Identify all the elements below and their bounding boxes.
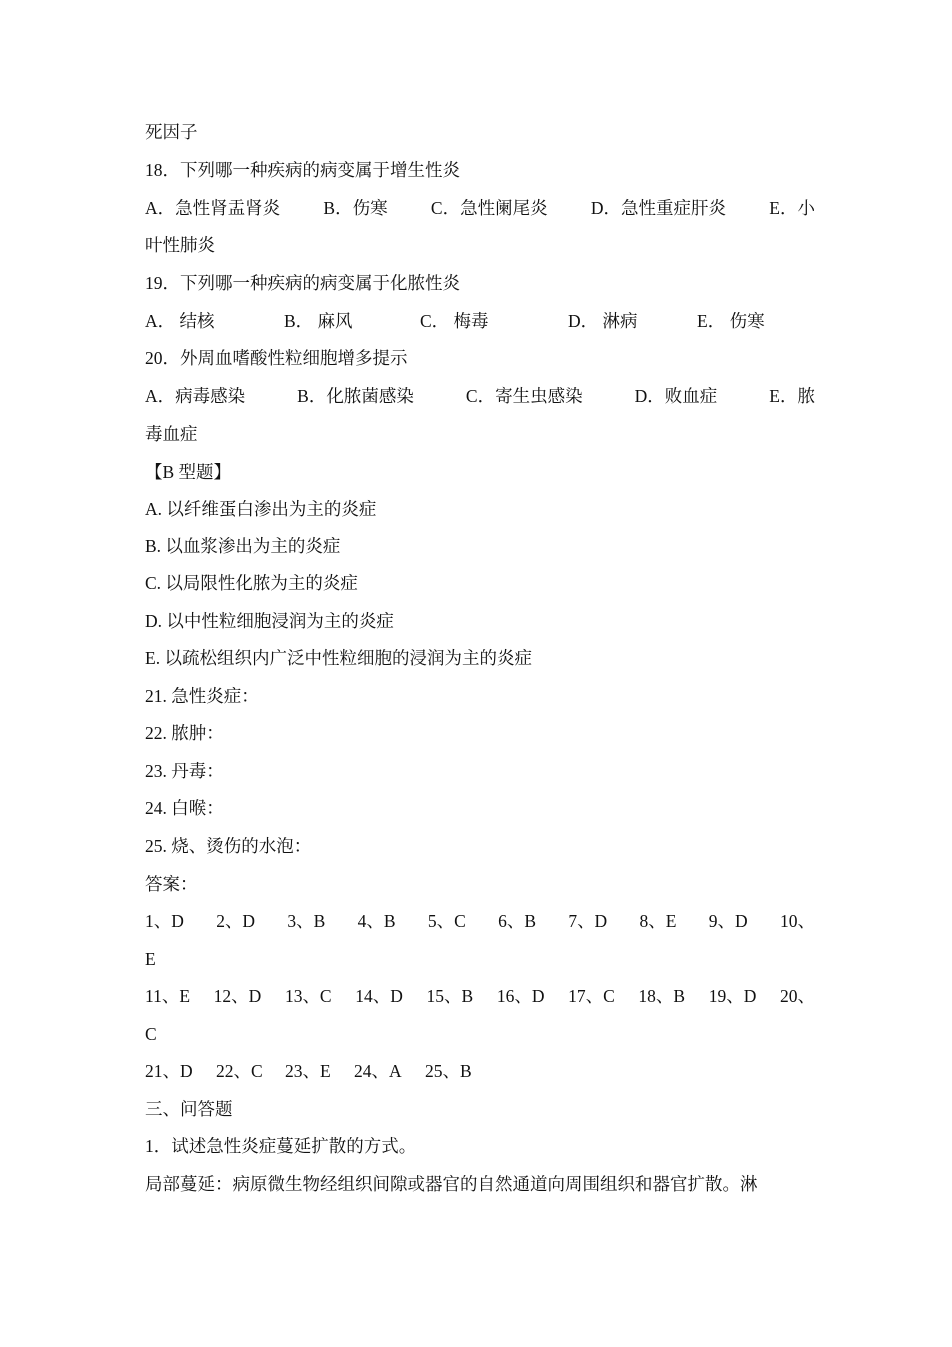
b-choice-c: C. 以局限性化脓为主的炎症 bbox=[145, 573, 358, 593]
b-choice-d: D. 以中性粒细胞浸润为主的炎症 bbox=[145, 611, 394, 631]
question-18-wrap: 叶性肺炎 bbox=[145, 235, 215, 255]
option-b: B．伤寒 bbox=[323, 198, 388, 218]
answer-item: 9、D bbox=[708, 911, 748, 931]
question-18-stem: 18．下列哪一种疾病的病变属于增生性炎 bbox=[145, 160, 460, 180]
b-item-25: 25. 烧、烫伤的水泡： bbox=[145, 836, 312, 856]
option-e: E．小 bbox=[769, 198, 815, 218]
option-e: E． 伤寒 bbox=[697, 311, 765, 331]
option-c: C．寄生虫感染 bbox=[465, 386, 583, 406]
answer-item: 12、D bbox=[213, 986, 262, 1006]
essay-question-1: 1．试述急性炎症蔓延扩散的方式。 bbox=[145, 1136, 417, 1156]
option-d: D．急性重症肝炎 bbox=[590, 198, 726, 218]
answer-item: 5、C bbox=[427, 911, 466, 931]
answer-item: 3、B bbox=[287, 911, 326, 931]
answer-item: 1、D bbox=[145, 911, 184, 931]
option-d: D．败血症 bbox=[634, 386, 718, 406]
essay-answer-1-line-1: 局部蔓延：病原微生物经组织间隙或器官的自然通道向周围组织和器官扩散。淋 bbox=[145, 1174, 758, 1194]
option-e: E．脓 bbox=[769, 386, 815, 406]
answer-item: 21、D bbox=[145, 1061, 193, 1081]
answer-item: 17、C bbox=[568, 986, 615, 1006]
answer-item: 18、B bbox=[638, 986, 686, 1006]
question-18-options bbox=[145, 196, 815, 220]
answer-item: 16、D bbox=[496, 986, 545, 1006]
answers-row-2 bbox=[145, 984, 815, 1008]
answer-item: 15、B bbox=[426, 986, 474, 1006]
question-19-stem: 19．下列哪一种疾病的病变属于化脓性炎 bbox=[145, 273, 460, 293]
answers-row-1 bbox=[145, 909, 815, 933]
answer-item: 20、 bbox=[779, 986, 815, 1006]
option-b: B．化脓菌感染 bbox=[297, 386, 414, 406]
option-c: C．急性阑尾炎 bbox=[430, 198, 548, 218]
b-section-heading: 【B 型题】 bbox=[145, 462, 232, 482]
answer-item: 13、C bbox=[284, 986, 332, 1006]
answer-item: 25、B bbox=[425, 1061, 472, 1081]
b-choice-b: B. 以血浆渗出为主的炎症 bbox=[145, 536, 341, 556]
question-20-stem: 20．外周血嗜酸性粒细胞增多提示 bbox=[145, 348, 408, 368]
answer-item: 4、B bbox=[357, 911, 396, 931]
b-item-21: 21. 急性炎症： bbox=[145, 686, 259, 706]
answer-item: 23、E bbox=[285, 1061, 331, 1081]
b-choice-a: A. 以纤维蛋白渗出为主的炎症 bbox=[145, 499, 377, 519]
option-c: C． 梅毒 bbox=[420, 311, 489, 331]
option-b: B． 麻风 bbox=[284, 311, 353, 331]
b-item-24: 24. 白喉： bbox=[145, 798, 224, 818]
answers-row-2-wrap: C bbox=[145, 1024, 157, 1044]
answer-item: 10、 bbox=[779, 911, 815, 931]
answer-item: 7、D bbox=[568, 911, 608, 931]
answers-row-1-wrap: E bbox=[145, 949, 156, 969]
question-20-wrap: 毒血症 bbox=[145, 424, 198, 444]
option-d: D． 淋病 bbox=[568, 311, 638, 331]
answers-row-3 bbox=[145, 1059, 815, 1083]
question-20-options bbox=[145, 384, 815, 408]
option-a: A．急性肾盂肾炎 bbox=[145, 198, 281, 218]
answer-item: 19、D bbox=[708, 986, 757, 1006]
b-item-22: 22. 脓肿： bbox=[145, 723, 224, 743]
continuation-text: 死因子 bbox=[145, 122, 198, 142]
option-a: A．病毒感染 bbox=[145, 386, 246, 406]
answer-item: 14、D bbox=[355, 986, 403, 1006]
answer-item: 11、E bbox=[145, 986, 191, 1006]
answers-label: 答案： bbox=[145, 874, 198, 894]
answer-item: 8、E bbox=[639, 911, 677, 931]
option-a: A． 结核 bbox=[145, 311, 215, 331]
answer-item: 6、B bbox=[498, 911, 537, 931]
question-19-options bbox=[145, 309, 815, 333]
b-item-23: 23. 丹毒： bbox=[145, 761, 224, 781]
b-choice-e: E. 以疏松组织内广泛中性粒细胞的浸润为主的炎症 bbox=[145, 648, 532, 668]
section-3-heading: 三、问答题 bbox=[145, 1099, 233, 1119]
answer-item: 22、C bbox=[216, 1061, 263, 1081]
answer-item: 24、A bbox=[354, 1061, 402, 1081]
answer-item: 2、D bbox=[216, 911, 256, 931]
